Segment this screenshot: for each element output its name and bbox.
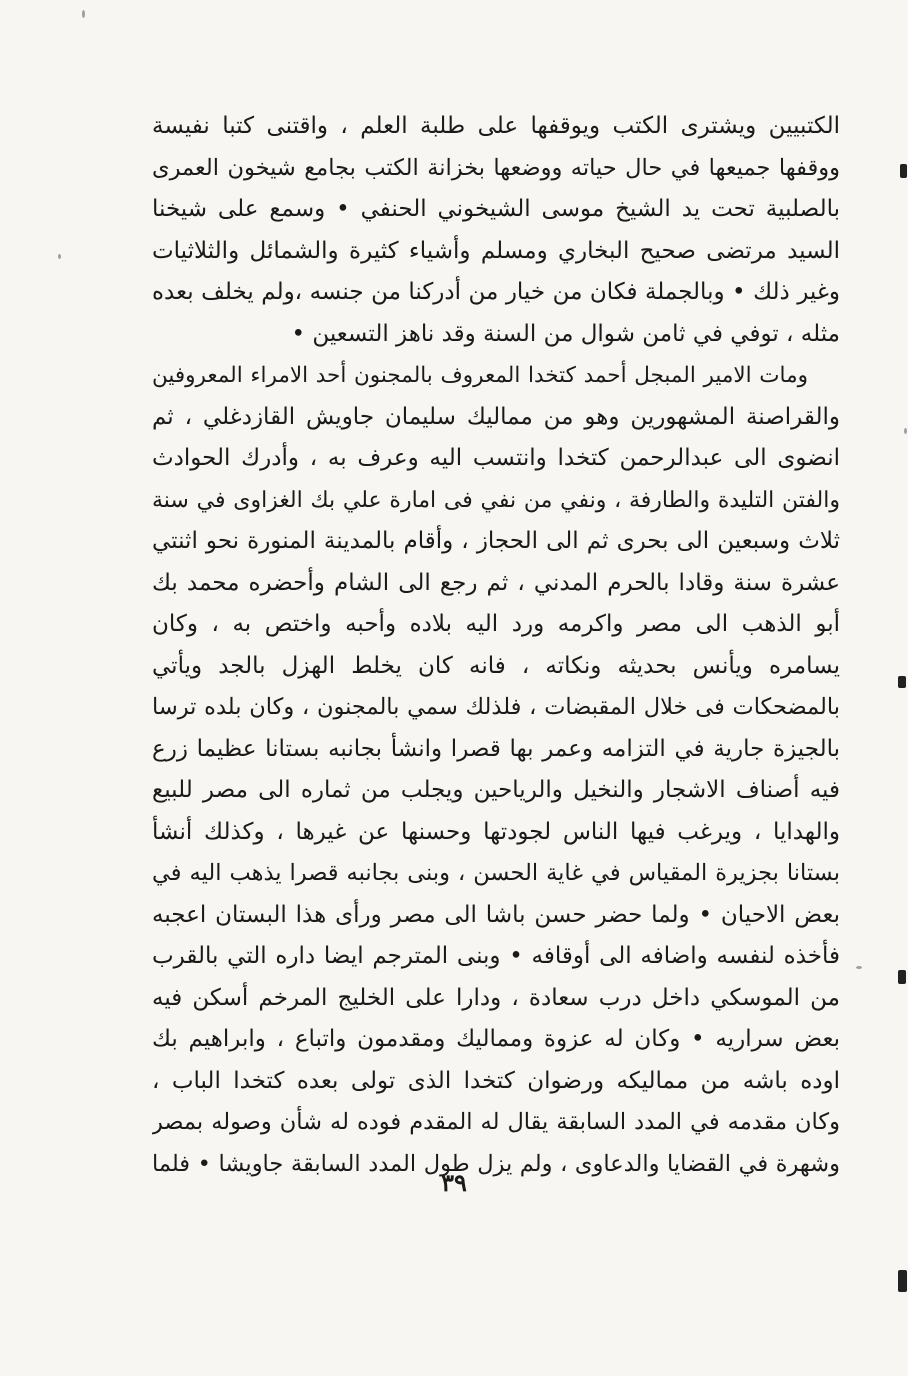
text-line: بالصلبية تحت يد الشيخ موسى الشيخوني الحنفي • وسمع على شيخنا — [152, 196, 840, 222]
scan-speck — [82, 10, 85, 18]
text-line: بعض سراريه • وكان له عزوة ومماليك ومقدمون واتباع ، وابراهيم بك — [152, 1026, 840, 1052]
text-line: أبو الذهب الى مصر واكرمه ورد اليه بلاده وأحبه واختص به ، وكان — [152, 611, 840, 637]
text-line: فيه أصناف الاشجار والنخيل والرياحين ويجلب من ثماره الى مصر للبيع — [152, 777, 840, 803]
text-line: مثله ، توفي في ثامن شوال من السنة وقد ناهز التسعين • — [291, 320, 840, 347]
text-line: ثلاث وسبعين الى بحرى ثم الى الحجاز ، وأقام بالمدينة المنورة نحو اثنتي — [152, 528, 840, 554]
text-line: والفتن التليدة والطارفة ، ونفي من نفي فى امارة علي بك الغزاوى في سنة — [152, 487, 840, 513]
margin-mark — [898, 1270, 907, 1292]
text-line: وغير ذلك • وبالجملة فكان من خيار من أدركنا من جنسه ،ولم يخلف بعده — [152, 279, 840, 305]
text-line: بالمضحكات فى خلال المقبضات ، فلذلك سمي بالمجنون ، وكان بلده ترسا — [152, 694, 840, 720]
margin-mark — [898, 970, 906, 984]
text-line: من الموسكي داخل درب سعادة ، ودارا على الخليج المرخم أسكن فيه — [152, 984, 840, 1011]
scan-speck — [856, 966, 862, 969]
text-line: بعض الاحيان • ولما حضر حسن باشا الى مصر ورأى هذا البستان اعجبه — [152, 901, 840, 928]
scan-speck — [58, 254, 61, 259]
text-line: والهدايا ، ويرغب فيها الناس لجودتها وحسنها عن غيرها ، وكذلك أنشأ — [152, 818, 840, 845]
margin-mark — [898, 676, 906, 688]
text-line: اوده باشه من مماليكه ورضوان كتخدا الذى تولى بعده كتخدا الباب ، — [152, 1067, 840, 1094]
scan-speck — [904, 428, 907, 434]
margin-mark — [900, 164, 907, 178]
page-number: ٣٩ — [441, 1168, 467, 1197]
text-line: الكتبيين ويشترى الكتب ويوقفها على طلبة العلم ، واقتنى كتبا نفيسة — [152, 113, 840, 139]
paragraph-start-line: ومات الامير المبجل أحمد كتخدا المعروف بالمجنون أحد الامراء المعروفين — [152, 363, 808, 388]
text-line: والقراصنة المشهورين وهو من مماليك سليمان جاويش القازدغلي ، ثم — [152, 403, 840, 430]
body-text — [152, 106, 840, 1185]
text-line: السيد مرتضى صحيح البخاري ومسلم وأشياء كثيرة والشمائل والثلاثيات — [152, 237, 840, 264]
text-line: انضوى الى عبدالرحمن كتخدا وانتسب اليه وعرف به ، وأدرك الحوادث — [152, 445, 840, 471]
text-line: بستانا بجزيرة المقياس في غاية الحسن ، وبنى بجانبه قصرا يذهب اليه في — [152, 860, 840, 886]
text-line: فأخذه لنفسه واضافه الى أوقافه • وبنى المترجم ايضا داره التي بالقرب — [152, 943, 840, 969]
text-line: يسامره ويأنس بحديثه ونكاته ، فانه كان يخلط الهزل بالجد ويأتي — [152, 652, 840, 679]
text-line: ووقفها جميعها في حال حياته ووضعها بخزانة الكتب بجامع شيخون العمرى — [152, 154, 840, 181]
text-line: بالجيزة جارية في التزامه وعمر بها قصرا وانشأ بجانبه بستانا عظيما زرع — [152, 735, 840, 762]
text-line: وشهرة في القضايا والدعاوى ، ولم يزل طول المدد السابقة جاويشا • فلما — [152, 1150, 840, 1177]
text-line: عشرة سنة وقادا بالحرم المدني ، ثم رجع الى الشام وأحضره محمد بك — [152, 569, 840, 596]
text-line: وكان مقدمه في المدد السابقة يقال له المقدم فوده له شأن وصوله بمصر — [152, 1109, 840, 1135]
